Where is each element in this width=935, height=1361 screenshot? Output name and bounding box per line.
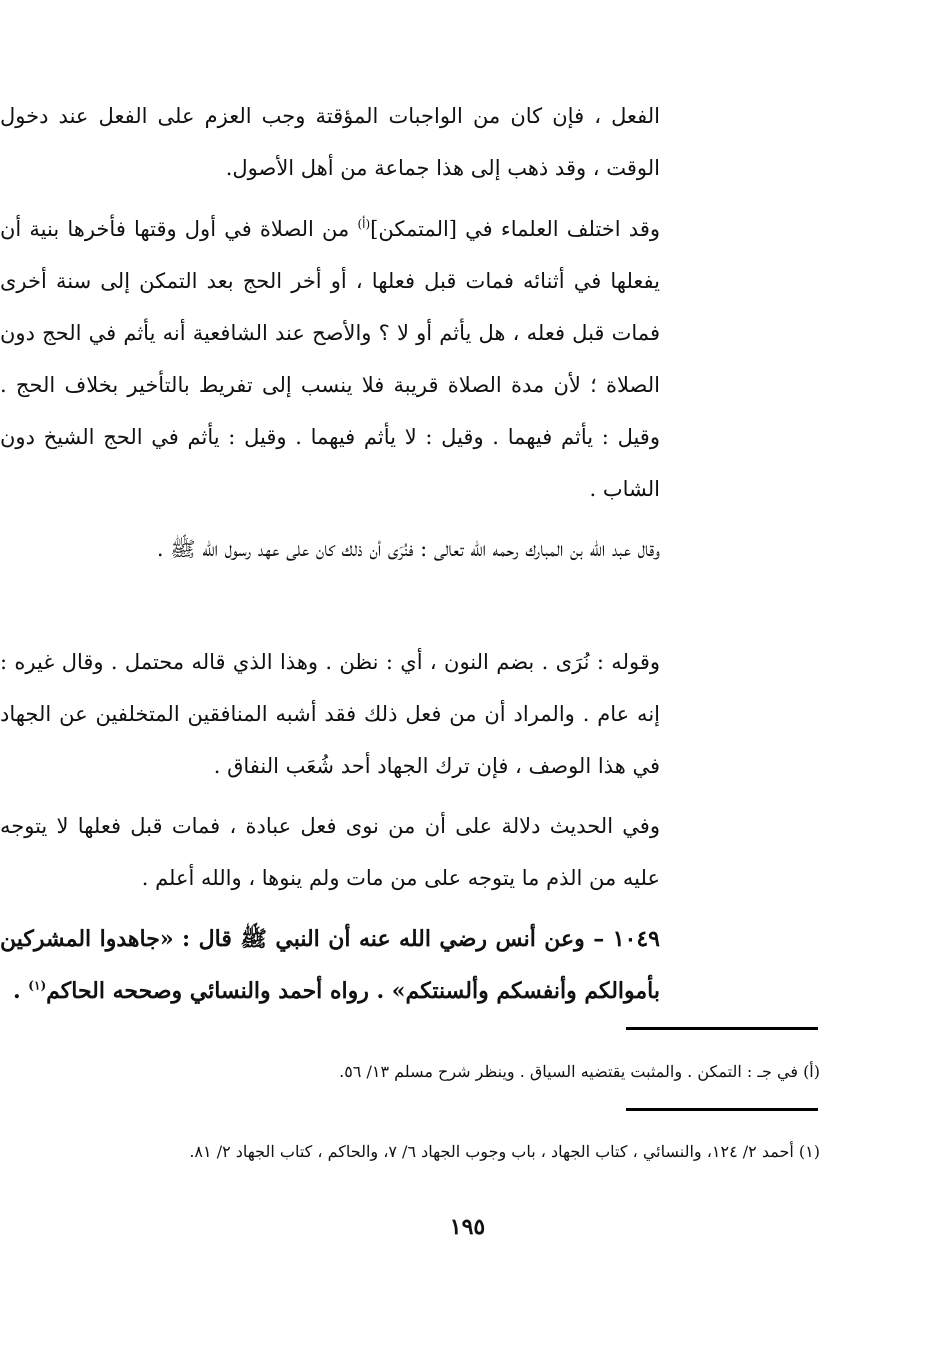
footnote-alif: (أ) في جـ : التمكن . والمثبت يقتضيه السياق . وينظر شرح مسلم ١٣/ ٥٦. bbox=[339, 1062, 820, 1081]
paragraph-2 bbox=[0, 203, 660, 515]
footnote-divider-1 bbox=[626, 1027, 818, 1030]
paragraph-4 bbox=[0, 636, 660, 792]
paragraph-2-text-start: وقد اختلف العلماء في [المتمكن] bbox=[370, 217, 660, 241]
paragraph-5-text: وفي الحديث دلالة على أن من نوى فعل عبادة ، فمات قبل فعلها لا يتوجه عليه من الذم ما يتوجه على من مات ولم ينوها ، والله أعلم . bbox=[0, 814, 660, 890]
footnote-divider-2 bbox=[626, 1108, 818, 1111]
paragraph-3-text: وقال عبد الله بن المبارك رحمه الله تعالى : فنُرَى أن ذلك كان على عهد رسول الله ﷺ . bbox=[156, 537, 660, 561]
paragraph-1 bbox=[0, 90, 660, 194]
paragraph-4-text: وقوله : نُرَى . بضم النون ، أي : نظن . وهذا الذي قاله محتمل . وقال غيره : إنه عام . والمراد أن من فعل ذلك فقد أشبه المنافقين المتخلفين عن الجهاد في هذا الوصف ، فإن ترك الجهاد أحد شُعَب النفاق . bbox=[0, 650, 660, 778]
paragraph-5 bbox=[0, 800, 660, 904]
paragraph-1-text: الفعل ، فإن كان من الواجبات المؤقتة وجب العزم على الفعل عند دخول الوقت ، وقد ذهب إلى هذا جماعة من أهل الأصول. bbox=[0, 104, 660, 180]
page-number: ١٩٥ bbox=[449, 1214, 486, 1240]
hadith-text-start: ١٠٤٩ – وعن أنس رضي الله عنه أن النبي ﷺ قال : «جاهدوا المشركين بأموالكم وأنفسكم وألسنتكم» . رواه أحمد والنسائي وصححه الحاكم bbox=[0, 926, 660, 1004]
hadith-1049 bbox=[0, 913, 660, 1017]
paragraph-3 bbox=[0, 523, 660, 575]
hadith-text-end: . bbox=[12, 978, 29, 1004]
footnote-1: (١) أحمد ٢/ ١٢٤، والنسائي ، كتاب الجهاد ، باب وجوب الجهاد ٦/ ٧، والحاكم ، كتاب الجهاد ٢/ ٨١. bbox=[189, 1142, 820, 1161]
paragraph-2-text-end: من الصلاة في أول وقتها فأخرها بنية أن يفعلها في أثنائه فمات قبل فعلها ، أو أخر الحج بعد التمكن إلى سنة أخرى فمات قبل فعله ، هل يأثم أو لا ؟ والأصح عند الشافعية أنه يأثم في الحج دون الصلاة ؛ لأن مدة الصلاة قريبة فلا ينسب إلى تفريط بالتأخير بخلاف الحج . وقيل : يأثم فيهما . وقيل : لا يأثم فيهما . وقيل : يأثم في الحج الشيخ دون الشاب . bbox=[0, 217, 660, 501]
footnote-ref-alif: (أ) bbox=[357, 217, 371, 231]
footnote-ref-1: (١) bbox=[28, 978, 47, 993]
